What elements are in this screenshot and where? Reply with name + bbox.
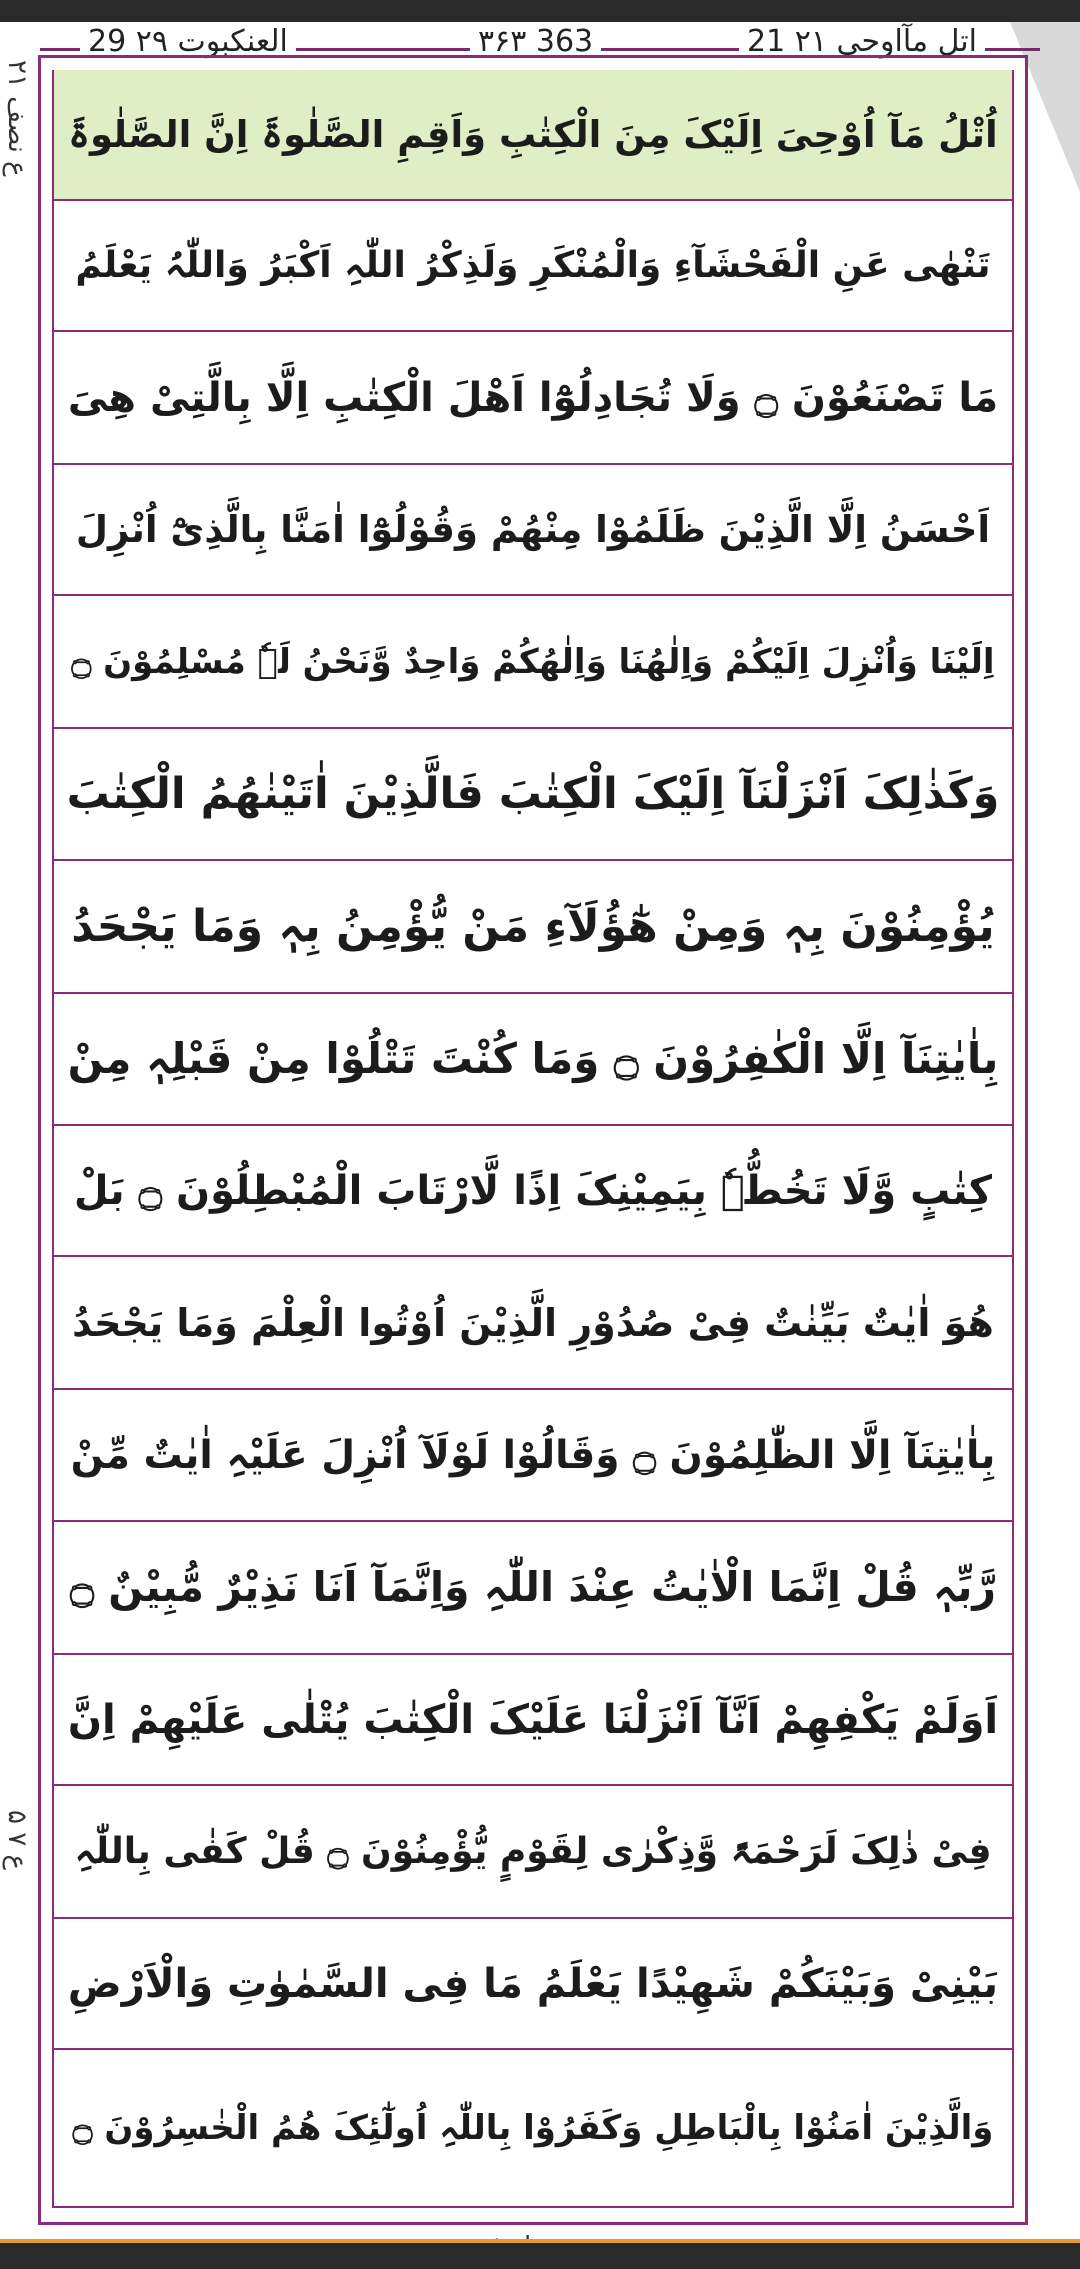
ayah-text: تَنْھٰی عَنِ الْفَحْشَآءِ وَالْمُنْکَرِ وَلَذِکْرُ اللّٰہِ اَکْبَرُ وَاللّٰہُ یَعْلَمُ — [75, 244, 991, 286]
ayah-line-8[interactable] — [54, 994, 1012, 1126]
ayah-line-11[interactable] — [54, 1390, 1012, 1522]
ayah-text: بَیْنِیْ وَبَیْنَکُمْ شَھِیْدًا یَعْلَمُ مَا فِی السَّمٰوٰتِ وَالْاَرْضِ — [67, 1960, 999, 2007]
ayah-line-2[interactable] — [54, 201, 1012, 332]
ayah-line-10[interactable] — [54, 1257, 1012, 1390]
ayah-text: یُؤْمِنُوْنَ بِہٖ وَمِنْ ھٰٓؤُلَآءِ مَنْ یُّؤْمِنُ بِہٖ وَمَا یَجْحَدُ — [71, 900, 995, 952]
ayah-text: ھُوَ اٰیٰتٌ بَیِّنٰتٌ فِیْ صُدُوْرِ الَّذِیْنَ اُوْتُوا الْعِلْمَ وَمَا یَجْحَدُ — [72, 1300, 994, 1345]
ayah-line-15[interactable] — [54, 1919, 1012, 2050]
ayah-text: کِتٰبٍ وَّلَا تَخُطُّہٗ بِیَمِیْنِکَ اِذًا لَّارْتَابَ الْمُبْطِلُوْنَ ۝ بَلْ — [73, 1167, 993, 1214]
ayah-line-5[interactable] — [54, 596, 1012, 729]
ayah-line-13[interactable] — [54, 1655, 1012, 1786]
page-number-header: ۳۶۳ 363 — [470, 22, 601, 62]
ayah-text: اَوَلَمْ یَکْفِھِمْ اَنَّآ اَنْزَلْنَا عَلَیْکَ الْکِتٰبَ یُتْلٰی عَلَیْھِمْ اِنَّ — [67, 1696, 999, 1743]
ayah-text: فِیْ ذٰلِکَ لَرَحْمَۃً وَّذِکْرٰی لِقَوْمٍ یُّؤْمِنُوْنَ ۝ قُلْ کَفٰی بِاللّٰہِ — [74, 1830, 992, 1872]
ayah-line-14[interactable] — [54, 1786, 1012, 1919]
ayah-text: وَکَذٰلِکَ اَنْزَلْنَآ اِلَیْکَ الْکِتٰبَ فَالَّذِیْنَ اٰتَیْنٰھُمُ الْکِتٰبَ — [66, 768, 1000, 819]
ayah-line-12[interactable] — [54, 1522, 1012, 1655]
ayah-text: بِاٰیٰتِنَآ اِلَّا الْکٰفِرُوْنَ ۝ وَمَا کُنْتَ تَتْلُوْا مِنْ قَبْلِہٖ مِنْ — [67, 1034, 999, 1083]
ayah-text: مَا تَصْنَعُوْنَ ۝ وَلَا تُجَادِلُوْٓا اَھْلَ الْکِتٰبِ اِلَّا بِالَّتِیْ ھِیَ — [67, 374, 999, 421]
ayah-text: اَحْسَنُ اِلَّا الَّذِیْنَ ظَلَمُوْا مِنْھُمْ وَقُوْلُوْٓا اٰمَنَّا بِالَّذِیْٓ اُنْزِلَ — [75, 508, 991, 551]
side-marker-top: ۲۱ ع نصف — [2, 60, 32, 177]
bottom-nav-bar — [0, 2239, 1080, 2269]
ayah-line-4[interactable] — [54, 465, 1012, 596]
ayah-text: اِلَیْنَا وَاُنْزِلَ اِلَیْکُمْ وَاِلٰھُنَا وَاِلٰھُکُمْ وَاحِدٌ وَّنَحْنُ لَہٗ مُسْلِمُوْنَ ۝ — [71, 641, 995, 682]
ayah-text: بِاٰیٰتِنَآ اِلَّا الظّٰلِمُوْنَ ۝ وَقَالُوْا لَوْلَآ اُنْزِلَ عَلَیْہِ اٰیٰتٌ مِّنْ — [70, 1432, 996, 1478]
ayah-text: اُتْلُ مَآ اُوْحِیَ اِلَیْکَ مِنَ الْکِتٰبِ وَاَقِمِ الصَّلٰوۃَ اِنَّ الصَّلٰوۃَ — [68, 113, 998, 156]
status-bar — [0, 0, 1080, 22]
ayah-line-9[interactable] — [54, 1126, 1012, 1257]
ayah-line-7[interactable] — [54, 861, 1012, 994]
para-name-header: 21 اتل مآاوحی ۲۱ — [739, 22, 985, 62]
ayah-line-16[interactable] — [54, 2050, 1012, 2206]
ayah-text: وَالَّذِیْنَ اٰمَنُوْا بِالْبَاطِلِ وَکَفَرُوْا بِاللّٰہِ اُولٰٓئِکَ ھُمُ الْخٰسِرُوْنَ ۝ — [72, 2108, 994, 2148]
ayah-line-3[interactable] — [54, 332, 1012, 465]
surah-name-header: 29 العنکبوت ۲۹ — [80, 22, 296, 62]
ayah-text: رَّبِّہٖ قُلْ اِنَّمَا الْاٰیٰتُ عِنْدَ اللّٰہِ وَاِنَّمَآ اَنَا نَذِیْرٌ مُّبِیْنٌ ۝ — [70, 1563, 996, 1611]
ayah-line-1[interactable] — [54, 70, 1012, 201]
ayah-line-6[interactable] — [54, 729, 1012, 861]
side-marker-bottom: ۵ ع ۷ — [2, 1810, 32, 1870]
